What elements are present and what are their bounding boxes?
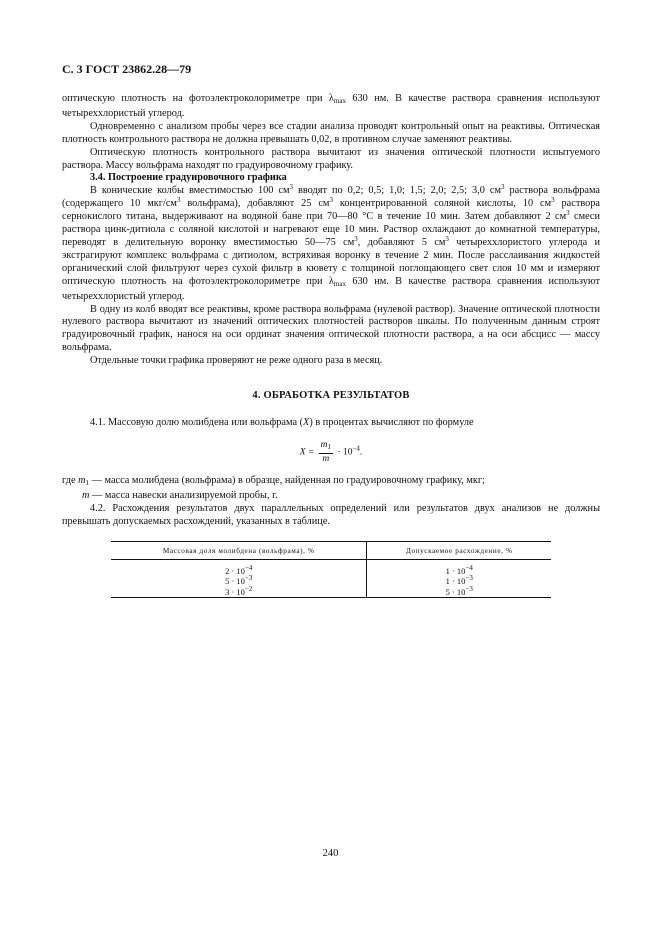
paragraph-1 [62, 93, 600, 121]
p4-text-c: раствора вольфрама (содержащего 10 мкг/см [62, 185, 600, 210]
paragraph-2: Одновременно с анализом пробы через все стадии анализа проводят контрольный опыт на реактивы. Оптическая плотность контрольного раствора не должна превышать 0,02, в противном случае заменяют реактивы. [62, 120, 600, 145]
formula-rhs: · 10 [337, 447, 353, 458]
table-cell [367, 559, 551, 576]
m1-var: m [78, 474, 86, 486]
cell-exp: −2 [244, 584, 253, 593]
cm3-sup: 3 [329, 196, 333, 205]
table-cell [111, 584, 367, 598]
cm3-sup: 3 [551, 196, 555, 205]
section-title: 4. ОБРАБОТКА РЕЗУЛЬТАТОВ [252, 390, 410, 402]
tolerance-table [111, 541, 551, 599]
table-cell [367, 584, 551, 598]
body-text [62, 93, 600, 368]
p4-text-d: вольфрама), добавляют 25 см [180, 198, 330, 210]
cm3-sup: 3 [176, 196, 181, 205]
p7-variable-x: X [303, 417, 310, 429]
formula-end: . [359, 447, 363, 458]
table-row [111, 576, 551, 587]
numerator-sub: 1 [327, 442, 332, 451]
lambda-max-sub: max [333, 279, 346, 288]
cell-text: 5 · 10 [225, 576, 245, 587]
cell-text: 5 · 10 [445, 586, 466, 597]
paragraph-8: 4.2. Расхождения результатов двух параллельных определений или результатов двух анализов не должны превышать допускаемых расхождений, указанных в таблице. [62, 502, 600, 527]
page-header: С. 3 ГОСТ 23862.28—79 [62, 62, 192, 76]
cell-text: 3 · 10 [225, 586, 245, 597]
m-text: — масса навески анализируемой пробы, г. [92, 489, 278, 501]
cell-text: 2 · 10 [225, 565, 245, 576]
cell-exp: −4 [244, 563, 253, 572]
p7-text-a: 4.1. Массовую долю молибдена или вольфрама ( [90, 417, 304, 429]
numerator-var: m [320, 439, 328, 450]
paragraph-6: Отдельные точки графика проверяют не реже одного раза в месяц. [90, 355, 383, 367]
cm3-sup: 3 [501, 183, 505, 192]
definitions [62, 475, 600, 503]
definition-m [62, 490, 600, 503]
formula [62, 440, 600, 465]
cell-text: 1 · 10 [445, 565, 466, 576]
subsection-heading: 3.4. Построение градуировочного графика [90, 172, 287, 184]
p4-text-a: В конические колбы вместимостью 100 см [90, 185, 290, 197]
paragraph-8-wrap [62, 503, 600, 529]
formula-lhs: X = [299, 447, 315, 458]
formula-fraction [319, 440, 333, 465]
table-header-row [111, 541, 551, 559]
formula-numerator [319, 440, 333, 454]
table-cell [111, 576, 367, 587]
p1-text-b: 630 нм. В качестве раствора сравнения используют четыреххлористый углерод. [62, 93, 600, 119]
cm3-sup: 3 [289, 183, 293, 192]
cell-exp: −4 [465, 563, 473, 572]
p4-text-j: 630 нм. В качестве раствора сравнения используют четыреххлористый углерод. [62, 275, 600, 302]
cell-exp: −3 [244, 574, 253, 583]
cell-text: 1 · 10 [445, 576, 466, 587]
table-cell [367, 576, 551, 587]
p4-text-e: концентрированной соляной кислоты, 10 см [332, 198, 552, 210]
cm3-sup: 3 [566, 209, 570, 218]
m-var: m [82, 489, 90, 501]
cell-exp: −3 [465, 574, 473, 583]
page-number: 240 [322, 848, 339, 859]
p7-text-b: ) в процентах вычисляют по формуле [309, 417, 474, 429]
results-text [62, 417, 600, 430]
definition-m1 [62, 475, 600, 490]
document-page [62, 62, 600, 598]
formula-denominator: m [322, 453, 330, 464]
table-row [111, 587, 551, 598]
paragraph-7 [62, 417, 600, 430]
cm3-sup: 3 [354, 234, 358, 243]
formula-exponent: −4 [352, 444, 360, 453]
cell-exp: −3 [465, 584, 473, 593]
table-header-tolerance: Допускаемое расхождение, % [367, 541, 551, 559]
m1-text: — масса молибдена (вольфрама) в образце, найденная по градуировочному графику, мкг; [91, 474, 485, 486]
p4-text-f: раствора сернокислого титана, выдерживают на водяной бане при 70—80 °С в течение 10 мин. Затем добавляют 2 см [62, 198, 600, 223]
p1-text-a: оптическую плотность на фотоэлектроколориметре при λ [62, 93, 334, 104]
m1-sub: 1 [85, 478, 90, 487]
p4-text-b: вводят по 0,2; 0,5; 1,0; 1,5; 2,0; 2,5; 3,0 см [293, 185, 501, 197]
defs-lead: где [62, 474, 76, 486]
paragraph-4 [62, 185, 600, 303]
paragraph-5: В одну из колб вводят все реактивы, кроме раствора вольфрама (нулевой раствор). Значение оптической плотности нулевого раствора вычитают из значений оптических плотностей растворов шкалы. По полученным данным строят градуировочный график, нанося на оси ординат значения оптической плотности раствора, а на оси абсцисс — массу вольфрама. [62, 303, 600, 354]
cm3-sup: 3 [445, 234, 449, 243]
p4-text-i: четыреххлористого углерода и экстрагируют комплекс вольфрама с дитиолом, встряхивая воронку в течение 2 мин. После расслаивания жидкостей органический слой фильтруют через сухой фильтр в кювету с толщиной поглощающего свет слоя 10 мм и измеряют оптическую плотность на фотоэлектроколориметре при λ [62, 236, 600, 287]
table-row [111, 559, 551, 576]
table-cell [111, 559, 367, 576]
paragraph-3: Оптическую плотность контрольного раствора вычитают из значения оптической плотности испытуемого раствора. Массу вольфрама находят по градуировочному графику. [62, 146, 600, 171]
p4-text-g: смеси раствора цинк-дитиола с соляной кислотой и нагревают еще 10 мин. Раствор охлаждают до комнатной температуры, переводят в делительную воронку вместимостью 50—75 см [62, 211, 600, 248]
p4-text-h: , добавляют 5 см [357, 236, 446, 248]
lambda-max-sub: max [333, 97, 346, 105]
table-header-mass: Массовая доля молибдена (вольфрама), % [111, 541, 367, 559]
